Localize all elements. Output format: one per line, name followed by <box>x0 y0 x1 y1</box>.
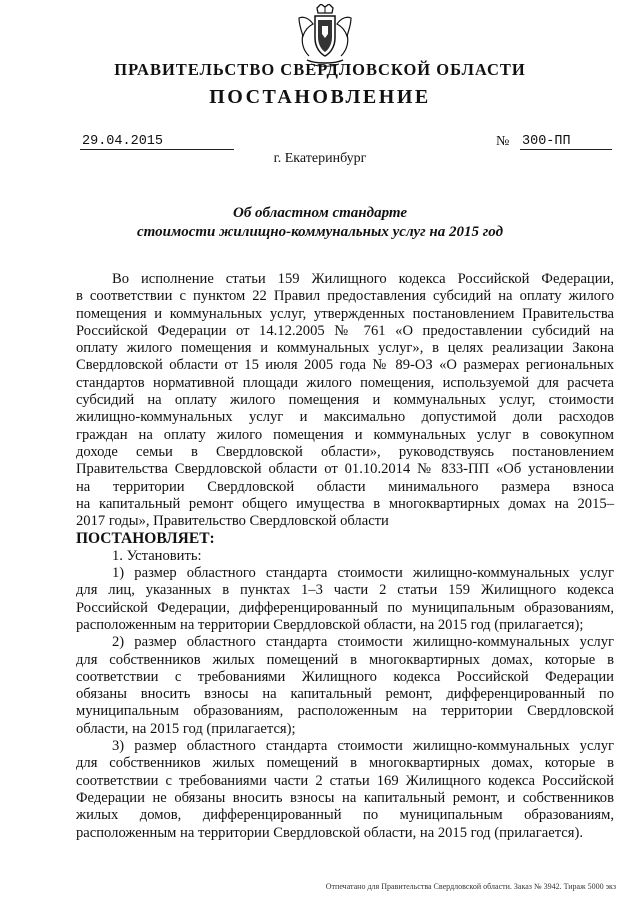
sub-item-3-line: 3) размер областного стандарта стоимости жилищно-коммунальных услуг <box>112 738 614 755</box>
document-body <box>76 271 614 842</box>
government-name: ПРАВИТЕЛЬСТВО СВЕРДЛОВСКОЙ ОБЛАСТИ <box>114 60 526 79</box>
item-1: 1. Установить: <box>112 547 202 564</box>
preamble-line: жилищно-коммунальных услуг и максимально допустимой доли расходов <box>76 409 614 426</box>
sub-item-2-line: 2) размер областного стандарта стоимости жилищно-коммунальных услуг <box>112 634 614 651</box>
sub-item-2-line: соответствии с требованиями Жилищного кодекса Российской Федерации <box>76 668 614 685</box>
title-line-2: стоимости жилищно-коммунальных услуг на 2015 год <box>136 224 504 240</box>
print-footer: Отпечатано для Правительства Свердловской области. Заказ № 3942. Тираж 5000 экз <box>325 882 616 891</box>
sub-item-2-line: области, на 2015 год (прилагается); <box>76 720 296 737</box>
preamble-line: на капитальный ремонт общего имущества в многоквартирных домах на 2015– <box>76 495 614 512</box>
city: г. Екатеринбург <box>273 151 367 166</box>
preamble-line: стандартов нормативной площади жилого помещения, используемой для расчета <box>76 374 614 391</box>
sub-item-2-line: обязаны вносить взносы на капитальный ремонт, дифференцированный по <box>76 686 614 703</box>
sub-item-3-line: для собственников жилых помещений в многоквартирных домах, которые в <box>76 755 614 772</box>
document-date: 29.04.2015 <box>80 134 234 150</box>
title-line-1: Об областном стандарте <box>232 205 407 221</box>
document-type: ПОСТАНОВЛЕНИЕ <box>209 86 431 108</box>
preamble-line: субсидий на оплату жилого помещения и коммунальных услуг, стоимости <box>76 392 614 409</box>
preamble-line: оплату жилого помещения и коммунальных услуг», в целях реализации Закона <box>76 340 614 357</box>
sub-item-3-line: расположенным на территории Свердловской области, на 2015 год (прилагается). <box>76 824 583 841</box>
preamble-line: Свердловской области от 15 июля 2005 года № 89-ОЗ «О размерах региональных <box>76 357 614 374</box>
resolves-heading: ПОСТАНОВЛЯЕТ: <box>76 530 215 548</box>
preamble-line: в соответствии с пунктом 22 Правил предоставления субсидий на оплату жилого <box>76 288 614 305</box>
sub-item-1-line: для лиц, указанных в пунктах 1–3 части 2 статьи 159 Жилищного кодекса <box>76 582 614 599</box>
coat-of-arms-emblem <box>295 4 355 68</box>
preamble-line: на территории Свердловской области минимального размера взноса <box>76 478 614 495</box>
sub-item-3-line: Федерации не обязаны вносить взносы на капитальный ремонт, и собственников <box>76 789 614 806</box>
preamble-line: Во исполнение статьи 159 Жилищного кодекса Российской Федерации, <box>112 271 614 287</box>
sub-item-1-line: Российской Федерации, дифференцированный по муниципальным образованиям, <box>76 599 614 616</box>
preamble-line: доходе семьи в Свердловской области», руководствуясь постановлением <box>76 443 614 460</box>
document-number: 300-ПП <box>520 134 612 150</box>
sub-item-2-line: муниципальным образованиям, расположенным на территории Свердловской <box>76 703 614 720</box>
sub-item-1-line: 1) размер областного стандарта стоимости жилищно-коммунальных услуг <box>112 565 614 582</box>
sub-item-3-line: жилых домов, дифференцированный по муниципальным образованиям, <box>76 807 614 824</box>
preamble-line: помещения и коммунальных услуг, утвержденных постановлением Правительства <box>76 305 614 322</box>
preamble-line: Правительства Свердловской области от 01.10.2014 № 833-ПП «Об установлении <box>76 461 614 478</box>
number-sign: № <box>496 134 510 149</box>
sub-item-1-line: расположенным на территории Свердловской области, на 2015 год (прилагается); <box>76 616 584 633</box>
sub-item-3-line: соответствии с требованиями части 2 статьи 169 Жилищного кодекса Российской <box>76 772 614 789</box>
preamble-line: 2017 годы», Правительство Свердловской области <box>76 513 389 530</box>
sub-item-2-line: для собственников жилых помещений в многоквартирных домах, которые в <box>76 651 614 668</box>
preamble-line: граждан на оплату жилого помещения и коммунальных услуг в совокупном <box>76 426 614 443</box>
preamble-line: Российской Федерации от 14.12.2005 № 761 «О предоставлении субсидий на <box>76 322 614 339</box>
